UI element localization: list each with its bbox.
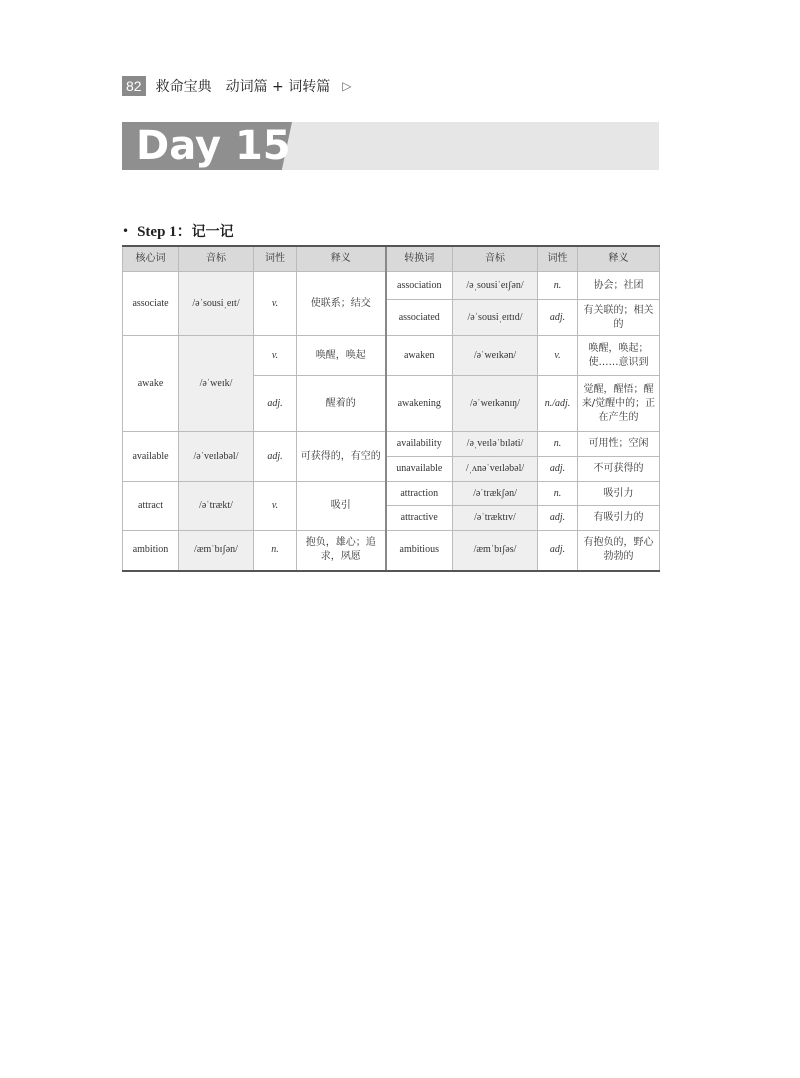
derived-phonetic: /əˈweɪkən/ [453, 336, 538, 376]
derived-word: unavailable [386, 457, 453, 482]
derived-word: awakening [386, 376, 453, 432]
derived-meaning: 有抱负的，野心勃勃的 [578, 531, 660, 571]
core-pos: adj. [254, 376, 297, 432]
core-pos: v. [254, 272, 297, 336]
core-pos: v. [254, 482, 297, 531]
core-word: awake [123, 336, 179, 432]
col-header: 词性 [254, 246, 297, 272]
derived-phonetic: /əˈtrækʃən/ [453, 482, 538, 506]
core-meaning: 可获得的，有空的 [297, 432, 386, 482]
derived-pos: adj. [538, 457, 578, 482]
day-banner [122, 122, 659, 170]
vocab-table [122, 245, 660, 572]
derived-word: association [386, 272, 453, 300]
col-header: 释义 [578, 246, 660, 272]
derived-pos: n. [538, 432, 578, 457]
table-row [123, 432, 660, 457]
core-meaning: 抱负，雄心；追求，夙愿 [297, 531, 386, 571]
core-meaning: 醒着的 [297, 376, 386, 432]
core-word: ambition [123, 531, 179, 571]
core-pos: n. [254, 531, 297, 571]
table-header-row [123, 246, 660, 272]
derived-word: ambitious [386, 531, 453, 571]
derived-word: attraction [386, 482, 453, 506]
derived-word: availability [386, 432, 453, 457]
derived-phonetic: /əˌsousiˈeɪʃən/ [453, 272, 538, 300]
page-number: 82 [122, 76, 146, 96]
core-meaning: 吸引 [297, 482, 386, 531]
col-header: 核心词 [123, 246, 179, 272]
derived-pos: v. [538, 336, 578, 376]
step-heading [122, 220, 234, 241]
core-phonetic: /əˈtrækt/ [179, 482, 254, 531]
day-title: Day 15 [136, 123, 291, 169]
derived-word: awaken [386, 336, 453, 376]
col-header: 释义 [297, 246, 386, 272]
derived-meaning: 不可获得的 [578, 457, 660, 482]
play-arrow-icon: ▷ [342, 79, 352, 93]
core-pos: adj. [254, 432, 297, 482]
core-phonetic: /æmˈbɪʃən/ [179, 531, 254, 571]
page-header [122, 74, 351, 98]
derived-pos: adj. [538, 506, 578, 531]
derived-phonetic: /əˌveɪləˈbɪləti/ [453, 432, 538, 457]
step-label: Step 1： [137, 224, 192, 240]
col-header: 音标 [453, 246, 538, 272]
derived-meaning: 有关联的；相关的 [578, 300, 660, 336]
derived-pos: adj. [538, 300, 578, 336]
bullet-icon: • [122, 223, 130, 238]
derived-meaning: 有吸引力的 [578, 506, 660, 531]
derived-word: associated [386, 300, 453, 336]
derived-word: attractive [386, 506, 453, 531]
core-phonetic: /əˈweɪk/ [179, 336, 254, 432]
derived-pos: adj. [538, 531, 578, 571]
derived-meaning: 唤醒，唤起；使……意识到 [578, 336, 660, 376]
derived-pos: n. [538, 272, 578, 300]
table-row [123, 336, 660, 376]
table-row [123, 531, 660, 571]
core-word: available [123, 432, 179, 482]
core-meaning: 使联系；结交 [297, 272, 386, 336]
derived-phonetic: /əˈsousiˌeɪtɪd/ [453, 300, 538, 336]
col-header: 音标 [179, 246, 254, 272]
derived-meaning: 吸引力 [578, 482, 660, 506]
table-row [123, 272, 660, 300]
derived-phonetic: /æmˈbɪʃəs/ [453, 531, 538, 571]
derived-phonetic: /əˈtræktɪv/ [453, 506, 538, 531]
core-phonetic: /əˈveɪləbəl/ [179, 432, 254, 482]
core-phonetic: /əˈsousiˌeɪt/ [179, 272, 254, 336]
derived-phonetic: /əˈweɪkənɪŋ/ [453, 376, 538, 432]
col-header: 转换词 [386, 246, 453, 272]
derived-pos: n. [538, 482, 578, 506]
step-text: 记一记 [191, 223, 234, 240]
derived-meaning: 觉醒，醒悟；醒来/觉醒中的；正在产生的 [578, 376, 660, 432]
core-pos: v. [254, 336, 297, 376]
book-title: 救命宝典 [155, 79, 212, 95]
derived-meaning: 可用性；空闲 [578, 432, 660, 457]
core-word: associate [123, 272, 179, 336]
derived-pos: n./adj. [538, 376, 578, 432]
derived-phonetic: /ˌʌnəˈveɪləbəl/ [453, 457, 538, 482]
core-word: attract [123, 482, 179, 531]
table-row [123, 482, 660, 506]
core-meaning: 唤醒，唤起 [297, 336, 386, 376]
derived-meaning: 协会；社团 [578, 272, 660, 300]
section-title: 动词篇 + 词转篇 [225, 79, 331, 95]
col-header: 词性 [538, 246, 578, 272]
